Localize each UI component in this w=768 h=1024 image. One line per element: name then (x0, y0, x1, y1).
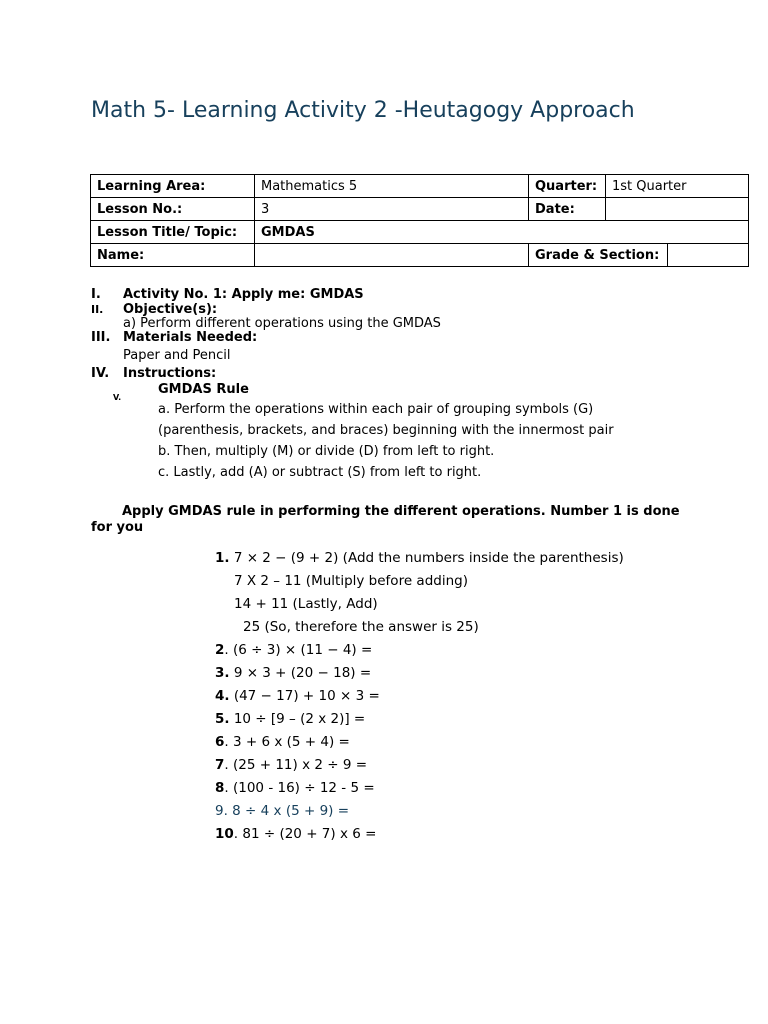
section-heading: Materials Needed: (123, 330, 258, 345)
lesson-title-label: Lesson Title/ Topic: (91, 221, 255, 244)
gmdas-rule-title: GMDAS Rule (158, 382, 249, 397)
name-label: Name: (91, 244, 255, 267)
problem-number: 10 (215, 826, 234, 842)
problem-text: . (25 + 11) x 2 ÷ 9 = (224, 757, 368, 773)
problem-9: 9. 8 ÷ 4 x (5 + 9) = (215, 803, 350, 819)
table-row (91, 244, 749, 267)
lesson-title-value: GMDAS (255, 221, 749, 244)
problem-text: . 81 ÷ (20 + 7) x 6 = (233, 826, 377, 842)
lesson-no-value: 3 (255, 198, 529, 221)
document-title: Math 5- Learning Activity 2 -Heutagogy Approach (91, 98, 635, 123)
problem-1-step-1: 7 X 2 – 11 (Multiply before adding) (234, 573, 468, 589)
table-row (91, 175, 749, 198)
apply-instructions (91, 504, 691, 536)
problem-text: (47 − 17) + 10 × 3 = (229, 688, 380, 704)
quarter-label: Quarter: (529, 175, 606, 198)
problem-number: 1. (215, 550, 230, 566)
problem-number: 6 (215, 734, 225, 750)
problem-text: . 3 + 6 x (5 + 4) = (224, 734, 350, 750)
problem-10 (215, 826, 376, 842)
problem-1-step-2: 14 + 11 (Lastly, Add) (234, 596, 378, 612)
problem-1-step-3: 25 (So, therefore the answer is 25) (243, 619, 479, 635)
problem-text: 7 × 2 − (9 + 2) (Add the numbers inside the parenthesis) (229, 550, 624, 566)
rule-c: c. Lastly, add (A) or subtract (S) from left to right. (158, 465, 482, 480)
lesson-info-table (90, 174, 749, 267)
problem-4 (215, 688, 380, 704)
problem-text: 9 × 3 + (20 − 18) = (229, 665, 372, 681)
problem-3 (215, 665, 371, 681)
problem-number: 3. (215, 665, 230, 681)
problem-2 (215, 642, 372, 658)
lesson-no-label: Lesson No.: (91, 198, 255, 221)
table-row (91, 221, 749, 244)
section-heading: Activity No. 1: Apply me: GMDAS (123, 287, 364, 302)
problem-number: 4. (215, 688, 230, 704)
problem-number: 5. (215, 711, 230, 727)
rule-a-line-2: (parenthesis, brackets, and braces) beginning with the innermost pair (158, 423, 614, 438)
table-row (91, 198, 749, 221)
name-value[interactable] (255, 244, 529, 267)
apply-text: Apply GMDAS rule in performing the different operations. Number 1 is done for you (91, 504, 680, 535)
learning-area-value: Mathematics 5 (255, 175, 529, 198)
problem-number: 2 (215, 642, 225, 658)
grade-section-value[interactable] (668, 244, 749, 267)
section-number: III. (91, 330, 111, 345)
problem-1 (215, 550, 624, 566)
problem-6 (215, 734, 350, 750)
section-number: I. (91, 287, 101, 302)
section-number: II. (91, 303, 104, 316)
grade-section-label: Grade & Section: (529, 244, 668, 267)
problem-text: . (6 ÷ 3) × (11 − 4) = (224, 642, 373, 658)
date-value[interactable] (606, 198, 749, 221)
problem-text: 10 ÷ [9 – (2 x 2)] = (229, 711, 366, 727)
section-heading: Instructions: (123, 366, 217, 381)
objective-a: a) Perform different operations using the GMDAS (123, 316, 441, 331)
section-heading: Objective(s): (123, 302, 218, 317)
problem-8 (215, 780, 375, 796)
rule-b: b. Then, multiply (M) or divide (D) from left to right. (158, 444, 495, 459)
quarter-value: 1st Quarter (606, 175, 749, 198)
problem-5 (215, 711, 365, 727)
problem-number: 7 (215, 757, 225, 773)
section-5-number: V. (113, 393, 122, 402)
problem-7 (215, 757, 367, 773)
rule-a-line-1: a. Perform the operations within each pair of grouping symbols (G) (158, 402, 594, 417)
materials-text: Paper and Pencil (123, 348, 231, 363)
learning-area-label: Learning Area: (91, 175, 255, 198)
date-label: Date: (529, 198, 606, 221)
problem-number: 8 (215, 780, 225, 796)
problem-text: . (100 - 16) ÷ 12 - 5 = (224, 780, 375, 796)
section-number: IV. (91, 366, 110, 381)
